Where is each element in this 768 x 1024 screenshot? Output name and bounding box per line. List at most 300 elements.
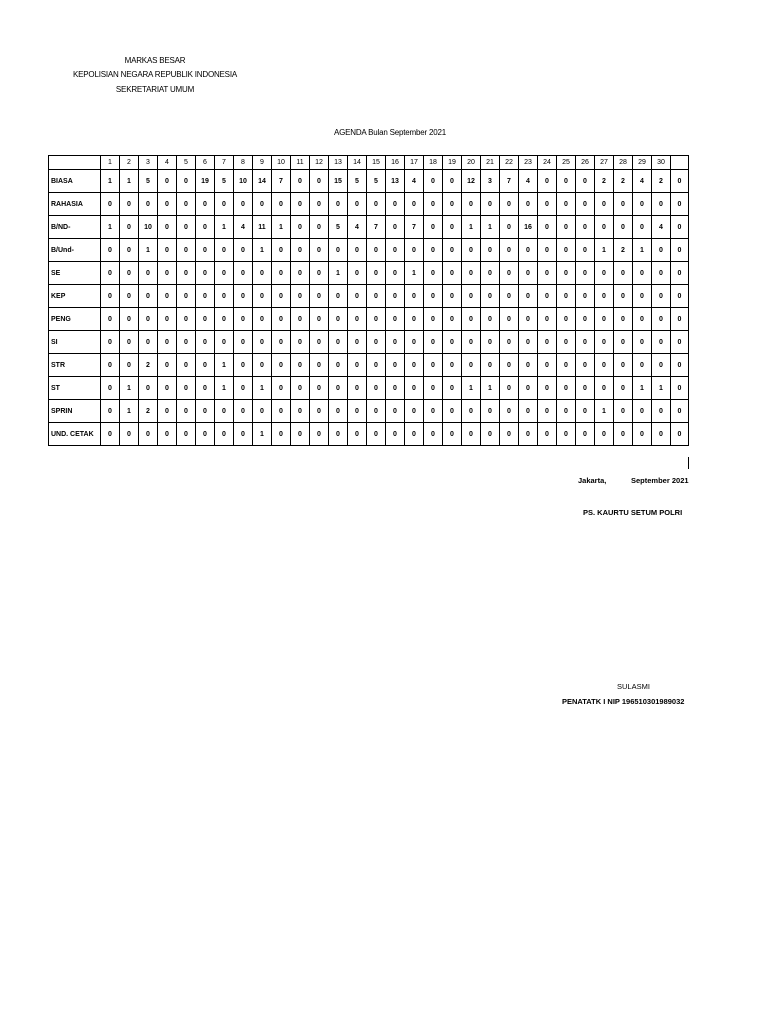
table-cell: 0 — [614, 285, 633, 308]
table-cell: 0 — [215, 262, 234, 285]
table-cell: 0 — [443, 423, 462, 446]
table-cell: 1 — [120, 400, 139, 423]
table-cell: 0 — [500, 285, 519, 308]
row-label: SI — [49, 331, 101, 354]
table-cell: 0 — [652, 239, 671, 262]
table-cell: 0 — [557, 377, 576, 400]
table-cell: 0 — [462, 262, 481, 285]
table-cell: 0 — [481, 262, 500, 285]
table-cell: 0 — [557, 216, 576, 239]
table-cell: 0 — [215, 285, 234, 308]
table-cell: 1 — [253, 377, 272, 400]
table-cell: 0 — [329, 308, 348, 331]
table-cell: 13 — [386, 170, 405, 193]
table-cell: 0 — [329, 423, 348, 446]
agenda-title: AGENDA Bulan September 2021 — [333, 128, 446, 137]
table-cell: 0 — [671, 400, 689, 423]
row-label: B/Und- — [49, 239, 101, 262]
table-cell: 0 — [348, 331, 367, 354]
table-cell: 0 — [519, 331, 538, 354]
day-header: 2 — [120, 156, 139, 170]
table-cell: 0 — [557, 170, 576, 193]
table-cell: 0 — [462, 331, 481, 354]
table-cell: 0 — [158, 193, 177, 216]
table-cell: 0 — [291, 239, 310, 262]
table-cell: 0 — [443, 216, 462, 239]
table-cell: 0 — [196, 262, 215, 285]
table-cell: 0 — [595, 354, 614, 377]
table-cell: 0 — [500, 239, 519, 262]
table-cell: 0 — [405, 285, 424, 308]
table-cell: 7 — [405, 216, 424, 239]
table-cell: 0 — [158, 239, 177, 262]
table-cell: 0 — [139, 193, 158, 216]
day-header: 12 — [310, 156, 329, 170]
table-cell: 0 — [595, 377, 614, 400]
table-row — [49, 170, 689, 193]
row-label: B/ND- — [49, 216, 101, 239]
table-cell: 0 — [386, 193, 405, 216]
table-cell: 0 — [576, 331, 595, 354]
table-cell: 0 — [120, 354, 139, 377]
table-cell: 0 — [652, 285, 671, 308]
table-cell: 0 — [614, 308, 633, 331]
table-cell: 0 — [500, 216, 519, 239]
table-cell: 7 — [500, 170, 519, 193]
table-cell: 0 — [576, 170, 595, 193]
table-cell: 0 — [367, 308, 386, 331]
table-cell: 0 — [234, 354, 253, 377]
table-cell: 1 — [215, 354, 234, 377]
table-cell: 0 — [367, 262, 386, 285]
table-cell: 4 — [633, 170, 652, 193]
day-header: 5 — [177, 156, 196, 170]
table-cell: 0 — [158, 331, 177, 354]
table-cell: 0 — [576, 423, 595, 446]
table-cell: 0 — [272, 262, 291, 285]
day-header: 6 — [196, 156, 215, 170]
table-cell: 0 — [196, 308, 215, 331]
day-header: 7 — [215, 156, 234, 170]
table-cell: 0 — [500, 423, 519, 446]
table-cell: 14 — [253, 170, 272, 193]
table-cell: 1 — [101, 170, 120, 193]
day-header: 15 — [367, 156, 386, 170]
table-cell: 0 — [424, 170, 443, 193]
table-cell: 0 — [671, 423, 689, 446]
table-cell: 0 — [576, 193, 595, 216]
table-cell: 0 — [443, 239, 462, 262]
table-cell: 1 — [120, 377, 139, 400]
day-header: 4 — [158, 156, 177, 170]
table-cell: 0 — [329, 331, 348, 354]
table-cell: 0 — [291, 262, 310, 285]
table-cell: 0 — [291, 170, 310, 193]
table-cell: 0 — [538, 354, 557, 377]
table-cell: 0 — [367, 193, 386, 216]
table-row — [49, 216, 689, 239]
table-cell: 0 — [519, 239, 538, 262]
table-cell: 0 — [234, 308, 253, 331]
table-cell: 0 — [291, 285, 310, 308]
table-cell: 0 — [253, 193, 272, 216]
day-header: 3 — [139, 156, 158, 170]
table-cell: 0 — [272, 239, 291, 262]
table-row — [49, 285, 689, 308]
table-cell: 0 — [367, 354, 386, 377]
table-cell: 0 — [177, 354, 196, 377]
table-cell: 0 — [576, 400, 595, 423]
signature-name: SULASMI — [617, 682, 650, 691]
table-cell: 0 — [424, 331, 443, 354]
table-cell: 0 — [177, 193, 196, 216]
table-cell: 2 — [139, 400, 158, 423]
table-cell: 0 — [386, 331, 405, 354]
table-cell: 0 — [158, 423, 177, 446]
row-label: RAHASIA — [49, 193, 101, 216]
table-cell: 0 — [538, 170, 557, 193]
table-cell: 0 — [310, 400, 329, 423]
table-cell: 0 — [272, 354, 291, 377]
table-row — [49, 423, 689, 446]
table-cell: 0 — [386, 423, 405, 446]
table-cell: 0 — [177, 423, 196, 446]
table-cell: 0 — [633, 308, 652, 331]
table-cell: 1 — [120, 170, 139, 193]
table-cell: 0 — [576, 285, 595, 308]
table-cell: 1 — [272, 216, 291, 239]
table-cell: 0 — [481, 423, 500, 446]
table-cell: 0 — [177, 216, 196, 239]
table-cell: 0 — [177, 285, 196, 308]
table-cell: 0 — [196, 423, 215, 446]
day-header: 14 — [348, 156, 367, 170]
table-cell: 1 — [633, 239, 652, 262]
table-cell: 0 — [386, 216, 405, 239]
table-cell: 0 — [500, 308, 519, 331]
table-cell: 0 — [348, 308, 367, 331]
day-header: 9 — [253, 156, 272, 170]
table-cell: 7 — [272, 170, 291, 193]
day-header: 23 — [519, 156, 538, 170]
table-cell: 0 — [234, 262, 253, 285]
table-row — [49, 377, 689, 400]
table-cell: 0 — [519, 354, 538, 377]
table-cell: 0 — [348, 193, 367, 216]
table-cell: 0 — [101, 423, 120, 446]
table-cell: 0 — [519, 308, 538, 331]
table-cell: 0 — [481, 285, 500, 308]
table-cell: 0 — [424, 377, 443, 400]
table-cell: 0 — [405, 331, 424, 354]
table-cell: 0 — [519, 262, 538, 285]
table-cell: 4 — [652, 216, 671, 239]
table-cell: 0 — [196, 239, 215, 262]
table-cell: 0 — [272, 423, 291, 446]
table-cell: 0 — [272, 377, 291, 400]
table-cell: 0 — [557, 400, 576, 423]
table-cell: 0 — [196, 354, 215, 377]
table-cell: 7 — [367, 216, 386, 239]
day-header: 27 — [595, 156, 614, 170]
day-header: 30 — [652, 156, 671, 170]
table-cell: 0 — [405, 193, 424, 216]
table-cell: 0 — [120, 308, 139, 331]
table-cell: 0 — [557, 331, 576, 354]
table-cell: 0 — [177, 377, 196, 400]
table-cell: 0 — [595, 193, 614, 216]
table-cell: 0 — [671, 285, 689, 308]
table-cell: 0 — [614, 354, 633, 377]
table-cell: 0 — [557, 239, 576, 262]
table-cell: 0 — [633, 216, 652, 239]
table-cell: 0 — [177, 170, 196, 193]
table-cell: 0 — [652, 331, 671, 354]
day-header: 26 — [576, 156, 595, 170]
table-cell: 0 — [614, 262, 633, 285]
table-cell: 10 — [234, 170, 253, 193]
table-cell: 0 — [424, 354, 443, 377]
table-cell: 0 — [576, 377, 595, 400]
table-cell: 0 — [310, 423, 329, 446]
table-cell: 0 — [424, 400, 443, 423]
table-cell: 0 — [139, 308, 158, 331]
table-cell: 0 — [538, 308, 557, 331]
table-cell: 0 — [348, 285, 367, 308]
day-header: 8 — [234, 156, 253, 170]
table-cell: 0 — [253, 331, 272, 354]
table-cell: 5 — [215, 170, 234, 193]
table-cell: 0 — [481, 400, 500, 423]
table-cell: 0 — [177, 239, 196, 262]
day-header: 18 — [424, 156, 443, 170]
table-cell: 0 — [614, 400, 633, 423]
table-cell: 0 — [538, 239, 557, 262]
day-header: 22 — [500, 156, 519, 170]
table-cell: 1 — [462, 377, 481, 400]
table-cell: 2 — [139, 354, 158, 377]
table-cell: 0 — [538, 400, 557, 423]
table-cell: 1 — [215, 377, 234, 400]
table-cell: 0 — [177, 308, 196, 331]
table-cell: 0 — [633, 285, 652, 308]
table-cell: 0 — [101, 377, 120, 400]
table-cell: 0 — [500, 193, 519, 216]
table-cell: 4 — [234, 216, 253, 239]
table-cell: 0 — [405, 377, 424, 400]
table-cell: 0 — [272, 285, 291, 308]
table-cell: 0 — [614, 331, 633, 354]
signature-nip: PENATATK I NIP 196510301989032 — [562, 697, 685, 706]
table-cell: 0 — [215, 308, 234, 331]
table-cell: 0 — [101, 400, 120, 423]
table-cell: 0 — [101, 308, 120, 331]
table-cell: 1 — [481, 377, 500, 400]
table-cell: 0 — [310, 331, 329, 354]
table-cell: 0 — [424, 262, 443, 285]
table-cell: 0 — [120, 423, 139, 446]
table-cell: 1 — [139, 239, 158, 262]
table-cell: 0 — [101, 239, 120, 262]
table-cell: 0 — [272, 331, 291, 354]
table-cell: 0 — [348, 262, 367, 285]
table-cell: 0 — [101, 354, 120, 377]
table-cell: 0 — [462, 193, 481, 216]
table-cell: 0 — [671, 239, 689, 262]
table-cell: 0 — [272, 308, 291, 331]
table-cell: 0 — [196, 285, 215, 308]
table-cell: 0 — [348, 354, 367, 377]
table-cell: 0 — [215, 400, 234, 423]
table-cell: 1 — [595, 239, 614, 262]
table-row — [49, 193, 689, 216]
table-cell: 0 — [291, 216, 310, 239]
table-cell: 0 — [443, 285, 462, 308]
table-cell: 0 — [462, 285, 481, 308]
table-cell: 0 — [215, 331, 234, 354]
table-cell: 0 — [139, 377, 158, 400]
table-cell: 1 — [215, 216, 234, 239]
table-cell: 0 — [367, 377, 386, 400]
table-cell: 0 — [424, 423, 443, 446]
row-label: KEP — [49, 285, 101, 308]
table-cell: 0 — [158, 262, 177, 285]
table-cell: 11 — [253, 216, 272, 239]
table-cell: 0 — [386, 354, 405, 377]
table-cell: 0 — [139, 331, 158, 354]
table-cell: 0 — [310, 308, 329, 331]
table-cell: 0 — [348, 377, 367, 400]
table-cell: 0 — [310, 285, 329, 308]
table-cell: 5 — [348, 170, 367, 193]
table-cell: 0 — [196, 216, 215, 239]
table-cell: 1 — [633, 377, 652, 400]
table-cell: 0 — [310, 262, 329, 285]
table-cell: 0 — [101, 262, 120, 285]
table-cell: 0 — [595, 423, 614, 446]
table-cell: 0 — [253, 262, 272, 285]
table-cell: 0 — [576, 216, 595, 239]
table-cell: 0 — [120, 285, 139, 308]
table-cell: 0 — [234, 331, 253, 354]
day-header: 28 — [614, 156, 633, 170]
table-cell: 0 — [120, 331, 139, 354]
table-cell: 0 — [367, 239, 386, 262]
signature-city: Jakarta, — [578, 476, 607, 485]
table-cell: 0 — [595, 262, 614, 285]
table-row — [49, 308, 689, 331]
table-cell: 10 — [139, 216, 158, 239]
day-header: 25 — [557, 156, 576, 170]
table-cell: 0 — [234, 400, 253, 423]
table-cell: 0 — [443, 262, 462, 285]
table-cell: 0 — [462, 354, 481, 377]
table-cell: 0 — [177, 262, 196, 285]
table-cell: 1 — [405, 262, 424, 285]
table-cell: 0 — [348, 423, 367, 446]
table-cell: 0 — [291, 354, 310, 377]
table-cell: 0 — [158, 377, 177, 400]
table-cell: 5 — [329, 216, 348, 239]
table-cell: 0 — [291, 377, 310, 400]
table-cell: 0 — [424, 216, 443, 239]
table-cell: 0 — [671, 308, 689, 331]
table-row — [49, 262, 689, 285]
table-cell: 0 — [253, 308, 272, 331]
table-cell: 0 — [652, 400, 671, 423]
table-cell: 0 — [234, 239, 253, 262]
table-cell: 0 — [671, 377, 689, 400]
table-cell: 0 — [519, 400, 538, 423]
table-cell: 0 — [462, 239, 481, 262]
table-cell: 2 — [614, 239, 633, 262]
table-cell: 0 — [652, 423, 671, 446]
table-cell: 0 — [272, 400, 291, 423]
table-cell: 0 — [538, 377, 557, 400]
table-cell: 0 — [443, 377, 462, 400]
table-cell: 0 — [158, 170, 177, 193]
table-cell: 1 — [253, 239, 272, 262]
table-cell: 1 — [595, 400, 614, 423]
table-cell: 0 — [329, 377, 348, 400]
day-header: 17 — [405, 156, 424, 170]
table-row — [49, 239, 689, 262]
table-cell: 0 — [386, 239, 405, 262]
table-row — [49, 354, 689, 377]
table-cell: 12 — [462, 170, 481, 193]
table-cell: 0 — [500, 331, 519, 354]
table-cell: 0 — [481, 193, 500, 216]
row-label: PENG — [49, 308, 101, 331]
table-cell: 0 — [519, 377, 538, 400]
table-cell: 0 — [538, 193, 557, 216]
table-cell: 0 — [557, 262, 576, 285]
day-header: 21 — [481, 156, 500, 170]
table-cell: 0 — [481, 239, 500, 262]
row-label: SE — [49, 262, 101, 285]
table-header-row — [49, 156, 689, 170]
table-cell: 2 — [614, 170, 633, 193]
table-cell: 0 — [196, 193, 215, 216]
table-cell: 0 — [405, 308, 424, 331]
table-cell: 0 — [557, 423, 576, 446]
header-line-1: MARKAS BESAR — [124, 56, 186, 65]
table-cell: 0 — [405, 354, 424, 377]
table-cell: 0 — [557, 354, 576, 377]
row-label: STR — [49, 354, 101, 377]
table-cell: 0 — [671, 170, 689, 193]
table-cell: 0 — [120, 239, 139, 262]
table-cell: 0 — [614, 377, 633, 400]
table-cell: 0 — [291, 308, 310, 331]
table-cell: 0 — [291, 400, 310, 423]
table-cell: 0 — [253, 354, 272, 377]
table-cell: 5 — [139, 170, 158, 193]
table-cell: 0 — [481, 331, 500, 354]
header-corner-cell — [49, 156, 101, 170]
table-cell: 1 — [253, 423, 272, 446]
table-row — [49, 400, 689, 423]
table-cell: 0 — [139, 285, 158, 308]
table-cell: 0 — [671, 262, 689, 285]
header-line-3: SEKRETARIAT UMUM — [115, 85, 195, 94]
table-cell: 0 — [633, 423, 652, 446]
row-label: SPRIN — [49, 400, 101, 423]
table-cell: 0 — [557, 193, 576, 216]
table-cell: 0 — [500, 262, 519, 285]
table-cell: 0 — [215, 239, 234, 262]
table-cell: 0 — [576, 308, 595, 331]
